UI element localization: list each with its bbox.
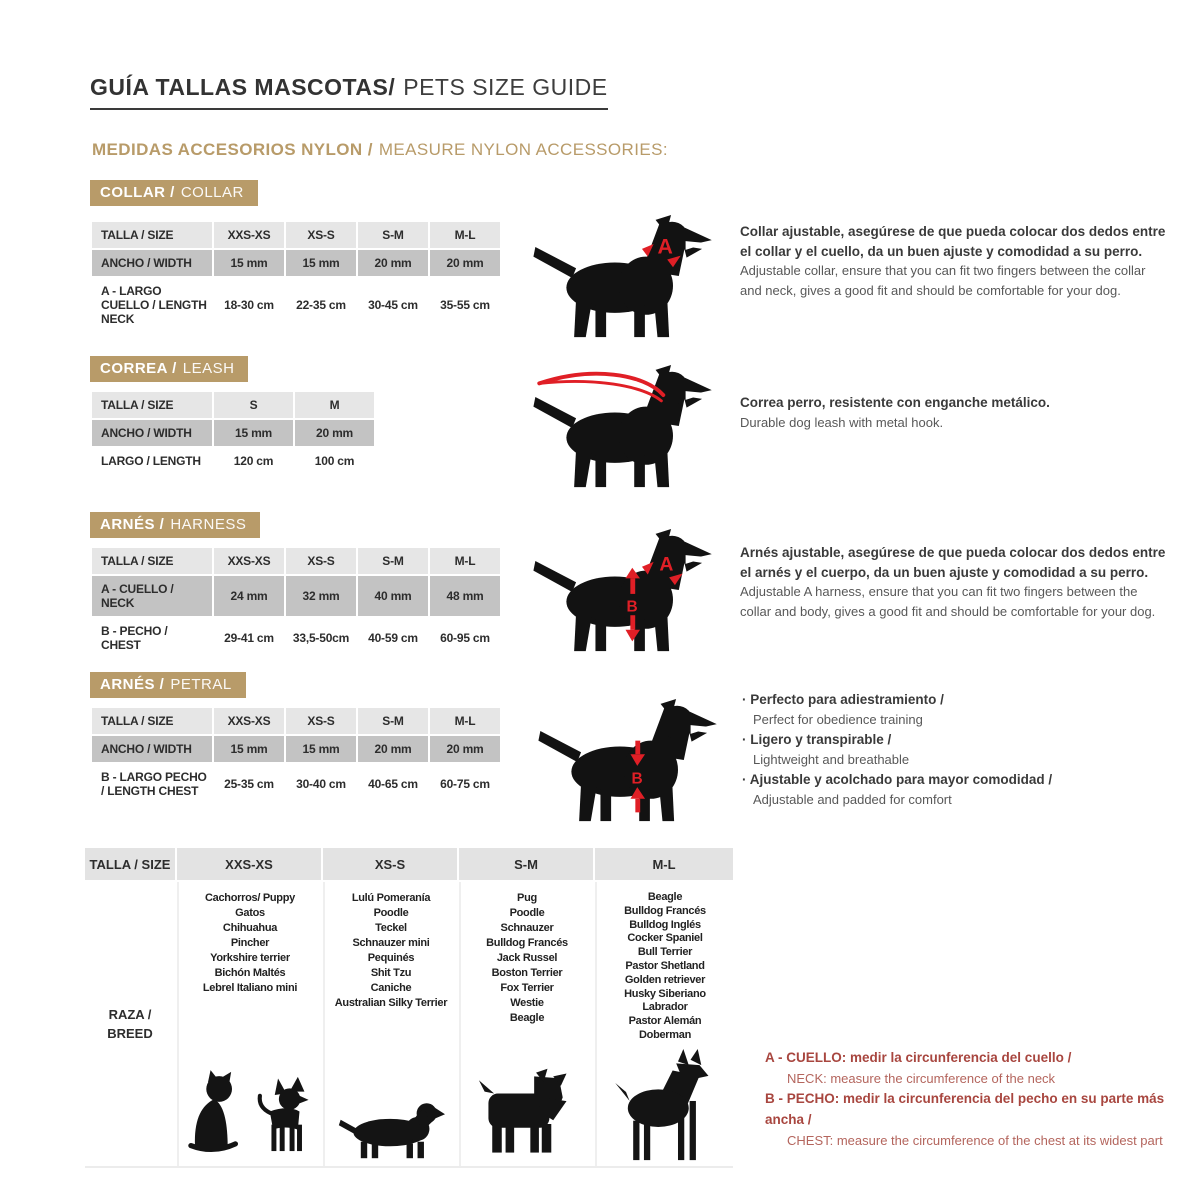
- page-subtitle-en: MEASURE NYLON ACCESSORIES:: [378, 140, 668, 159]
- silhouette-group: [611, 1049, 719, 1161]
- value-cell: 15 mm: [214, 250, 284, 276]
- breed-item: Lulú Pomeranía: [351, 892, 431, 904]
- breed-item: Pequinés: [367, 952, 415, 964]
- feature-item: [742, 770, 1176, 810]
- header-cell: XS-S: [286, 708, 356, 734]
- breed-item: Pincher: [230, 937, 270, 949]
- header-cell: TALLA / SIZE: [85, 848, 175, 880]
- note-en: NECK: measure the circumference of the neck: [787, 1070, 1056, 1086]
- breed-list: [461, 891, 593, 1026]
- breed-item: Beagle: [647, 891, 683, 903]
- header-cell: M-L: [595, 848, 733, 880]
- table-row: [92, 764, 500, 804]
- value-cell: 20 mm: [358, 736, 428, 762]
- value-cell: 40-65 cm: [358, 764, 428, 804]
- note-en: CHEST: measure the circumference of the chest at its widest part: [787, 1132, 1163, 1148]
- breed-item: Poodle: [509, 907, 545, 919]
- feature-item: [742, 690, 1176, 730]
- silhouette-group: [477, 1067, 577, 1161]
- value-cell: 120 cm: [214, 448, 293, 474]
- breed-column-m-l: [595, 882, 733, 1166]
- page-title: [90, 74, 608, 110]
- header-cell: S-M: [459, 848, 593, 880]
- value-cell: 15 mm: [214, 420, 293, 446]
- collar-section-badge: [90, 180, 258, 206]
- breed-item: Labrador: [642, 1001, 688, 1014]
- doberman-silhouette-icon: [611, 1049, 719, 1161]
- silhouette-group: [184, 1065, 316, 1161]
- harness-section-badge: [90, 512, 260, 538]
- breed-item: Shit Tzu: [370, 967, 412, 979]
- feature-en: Adjustable and padded for comfort: [753, 791, 952, 807]
- badge-label-es: COLLAR /: [100, 184, 175, 201]
- breed-row-label: RAZA / BREED: [107, 1006, 153, 1041]
- table-header-row: [92, 708, 500, 734]
- petral-feature-list: [742, 690, 1176, 809]
- value-cell: 60-75 cm: [430, 764, 500, 804]
- breed-size-table: [85, 848, 733, 1168]
- breed-item: Cachorros/ Puppy: [205, 892, 295, 904]
- value-cell: 100 cm: [295, 448, 374, 474]
- breed-item: Bichón Maltés: [214, 967, 286, 979]
- cat-silhouette-icon: [184, 1065, 244, 1161]
- breed-item: Doberman: [639, 1028, 691, 1041]
- table-header-row: [92, 548, 500, 574]
- header-cell: S-M: [358, 548, 428, 574]
- breed-item: Teckel: [375, 922, 407, 934]
- description-es: Arnés ajustable, asegúrese de que pueda colocar dos dedos entre el arnés y el cuerpo, da un buen ajuste y comodidad a su perro.: [740, 545, 1166, 580]
- row-label-cell: B - PECHO / CHEST: [92, 618, 212, 658]
- dog-leash-illustration: [533, 364, 718, 490]
- breed-item: Gatos: [235, 907, 265, 919]
- description-en: Durable dog leash with metal hook.: [740, 414, 944, 430]
- breed-item: Bulldog Francés: [624, 904, 706, 917]
- breed-item: Husky Siberiano: [624, 987, 706, 1000]
- breed-list: [597, 891, 733, 1043]
- badge-label-es: CORREA /: [100, 360, 177, 377]
- feature-en: Perfect for obedience training: [753, 712, 923, 728]
- value-cell: 60-95 cm: [430, 618, 500, 658]
- breed-item: Bull Terrier: [637, 946, 693, 959]
- feature-es: · Ajustable y acolchado para mayor comodidad /: [742, 770, 1176, 790]
- badge-label-es: ARNÉS /: [100, 676, 165, 693]
- value-cell: 30-40 cm: [286, 764, 356, 804]
- value-cell: 40-59 cm: [358, 618, 428, 658]
- header-cell: S: [214, 392, 293, 418]
- note-neck: [765, 1048, 1200, 1089]
- schnauzer-silhouette-icon: [477, 1067, 577, 1161]
- breed-item: Beagle: [509, 1012, 545, 1024]
- description-es: Collar ajustable, asegúrese de que pueda colocar dos dedos entre el collar y el cuello, da un buen ajuste y comodidad a su perro.: [740, 224, 1166, 259]
- value-cell: 22-35 cm: [286, 278, 356, 332]
- description-es: Correa perro, resistente con enganche metálico.: [740, 395, 1050, 410]
- value-cell: 15 mm: [214, 736, 284, 762]
- header-cell: XXS-XS: [214, 708, 284, 734]
- dachshund-silhouette-icon: [337, 1095, 445, 1161]
- value-cell: 20 mm: [430, 250, 500, 276]
- leash-size-table: [90, 390, 376, 476]
- svg-text:B: B: [626, 598, 638, 616]
- breed-item: Westie: [510, 997, 544, 1009]
- collar-size-table: [90, 220, 502, 334]
- header-cell: M-L: [430, 708, 500, 734]
- value-cell: 18-30 cm: [214, 278, 284, 332]
- row-label-cell: ANCHO / WIDTH: [92, 250, 212, 276]
- value-cell: 33,5-50cm: [286, 618, 356, 658]
- table-row: [92, 250, 500, 276]
- header-cell: S-M: [358, 222, 428, 248]
- petral-size-table: [90, 706, 502, 806]
- breed-list: [325, 891, 457, 1011]
- badge-label-es: ARNÉS /: [100, 516, 165, 533]
- badge-label-en: LEASH: [182, 360, 235, 377]
- breed-item: Schnauzer: [500, 922, 554, 934]
- breed-item: Cocker Spaniel: [627, 932, 703, 945]
- harness-description: [740, 543, 1168, 621]
- badge-label-en: PETRAL: [170, 676, 232, 693]
- petral-section-badge: [90, 672, 246, 698]
- breed-item: Bulldog Inglés: [629, 918, 701, 931]
- row-label-cell: A - CUELLO / NECK: [92, 576, 212, 616]
- header-cell: XS-S: [286, 548, 356, 574]
- breed-item: Yorkshire terrier: [210, 952, 290, 964]
- header-cell: XXS-XS: [177, 848, 321, 880]
- header-cell: TALLA / SIZE: [92, 708, 212, 734]
- measuring-notes: [765, 1048, 1200, 1151]
- row-label-cell: ANCHO / WIDTH: [92, 420, 212, 446]
- dog-harness-illustration: [533, 528, 718, 654]
- badge-label-en: HARNESS: [170, 516, 247, 533]
- table-row: [92, 448, 374, 474]
- table-header-row: [92, 392, 374, 418]
- value-cell: 48 mm: [430, 576, 500, 616]
- breed-item: Caniche: [370, 982, 412, 994]
- value-cell: 20 mm: [358, 250, 428, 276]
- value-cell: 32 mm: [286, 576, 356, 616]
- dog-collar-illustration: [533, 214, 718, 340]
- header-cell: TALLA / SIZE: [92, 392, 212, 418]
- leash-section-badge: [90, 356, 248, 382]
- row-label-cell: LARGO / LENGTH: [92, 448, 212, 474]
- value-cell: 35-55 cm: [430, 278, 500, 332]
- breed-item: Australian Silky Terrier: [334, 997, 448, 1009]
- note-es: B - PECHO: medir la circunferencia del pecho en su parte más ancha /: [765, 1091, 1165, 1127]
- breed-table-body: [85, 882, 733, 1168]
- value-cell: 15 mm: [286, 250, 356, 276]
- page-subtitle: [92, 140, 668, 160]
- header-cell: S-M: [358, 708, 428, 734]
- breed-item: Pastor Shetland: [625, 959, 705, 972]
- breed-item: Poodle: [373, 907, 409, 919]
- breed-list: [179, 891, 321, 996]
- header-cell: XS-S: [286, 222, 356, 248]
- chihuahua-silhouette-icon: [250, 1071, 316, 1161]
- header-cell: XS-S: [323, 848, 457, 880]
- header-cell: M-L: [430, 548, 500, 574]
- breed-item: Schnauzer mini: [352, 937, 430, 949]
- breed-item: Fox Terrier: [500, 982, 554, 994]
- value-cell: 20 mm: [295, 420, 374, 446]
- value-cell: 15 mm: [286, 736, 356, 762]
- note-es: A - CUELLO: medir la circunferencia del cuello /: [765, 1050, 1072, 1065]
- feature-es: · Ligero y transpirable /: [742, 730, 1176, 750]
- row-label-cell: B - LARGO PECHO / LENGTH CHEST: [92, 764, 212, 804]
- description-en: Adjustable A harness, ensure that you can fit two fingers between the collar and body, gives a good fit and should be comfortable for your dog.: [740, 584, 1156, 619]
- table-row: [92, 420, 374, 446]
- note-chest: [765, 1089, 1200, 1151]
- header-cell: TALLA / SIZE: [92, 222, 212, 248]
- svg-text:A: A: [657, 234, 673, 259]
- value-cell: 24 mm: [214, 576, 284, 616]
- dog-petral-illustration: [538, 698, 723, 824]
- row-label-cell: A - LARGO CUELLO / LENGTH NECK: [92, 278, 212, 332]
- table-row: [92, 618, 500, 658]
- description-en: Adjustable collar, ensure that you can fit two fingers between the collar and neck, gives a good fit and should be comfortable for your dog.: [740, 263, 1146, 298]
- header-cell: M: [295, 392, 374, 418]
- breed-item: Jack Russel: [496, 952, 558, 964]
- breed-item: Lebrel Italiano mini: [202, 982, 298, 994]
- header-cell: XXS-XS: [214, 548, 284, 574]
- leash-description: [740, 393, 1168, 432]
- value-cell: 25-35 cm: [214, 764, 284, 804]
- feature-en: Lightweight and breathable: [753, 752, 910, 767]
- breed-item: Pastor Alemán: [628, 1015, 702, 1028]
- silhouette-group: [337, 1095, 445, 1161]
- table-row: [92, 736, 500, 762]
- svg-text:B: B: [631, 770, 643, 788]
- breed-item: Chihuahua: [222, 922, 278, 934]
- row-label-cell: ANCHO / WIDTH: [92, 736, 212, 762]
- collar-description: [740, 222, 1168, 300]
- badge-label-en: COLLAR: [180, 184, 244, 201]
- breed-item: Pug: [517, 892, 537, 904]
- page-title-en: PETS SIZE GUIDE: [403, 74, 608, 100]
- breed-column-s-m: [459, 882, 593, 1166]
- value-cell: 40 mm: [358, 576, 428, 616]
- header-cell: M-L: [430, 222, 500, 248]
- feature-item: [742, 730, 1176, 770]
- breed-column-xxs-xs: [177, 882, 321, 1166]
- table-row: [92, 576, 500, 616]
- header-cell: TALLA / SIZE: [92, 548, 212, 574]
- breed-item: Bulldog Francés: [486, 937, 568, 949]
- page-subtitle-es: MEDIDAS ACCESORIOS NYLON /: [92, 140, 373, 159]
- breed-table-header: [85, 848, 733, 880]
- page-title-es: GUÍA TALLAS MASCOTAS/: [90, 74, 396, 100]
- table-header-row: [92, 222, 500, 248]
- feature-es: · Perfecto para adiestramiento /: [742, 690, 1176, 710]
- svg-text:A: A: [659, 553, 674, 576]
- value-cell: 20 mm: [430, 736, 500, 762]
- harness-size-table: [90, 546, 502, 660]
- breed-item: Golden retriever: [624, 973, 706, 986]
- breed-item: Boston Terrier: [491, 967, 563, 979]
- table-row: [92, 278, 500, 332]
- breed-column-xs-s: [323, 882, 457, 1166]
- value-cell: 29-41 cm: [214, 618, 284, 658]
- value-cell: 30-45 cm: [358, 278, 428, 332]
- header-cell: XXS-XS: [214, 222, 284, 248]
